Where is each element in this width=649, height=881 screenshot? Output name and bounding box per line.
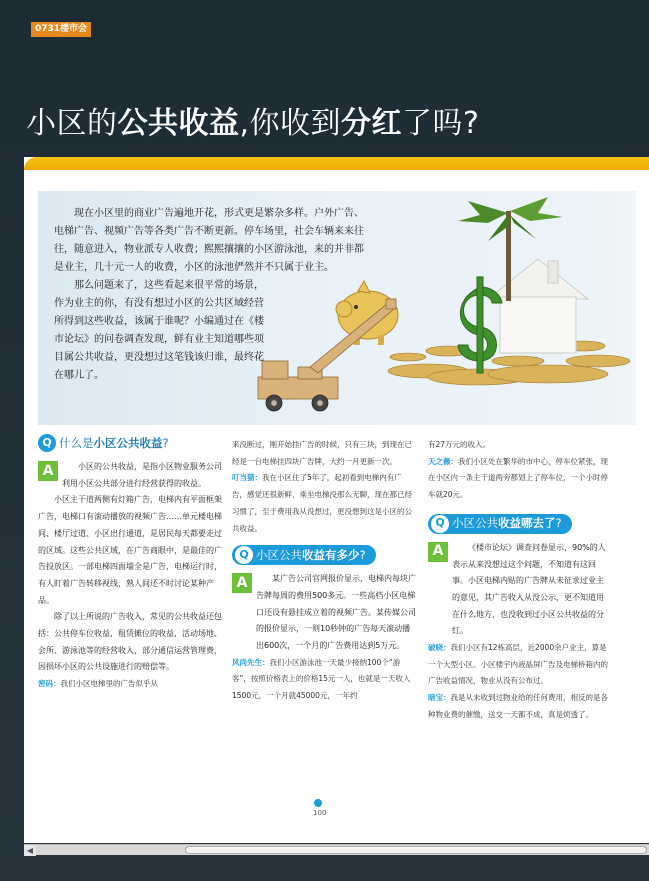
scroll-left-arrow-icon[interactable]: ◀ (24, 845, 36, 856)
answer-1-paragraph-3: 除了以上所说的广告收入，常见的公共收益还包括：公共停车位收益，租赁摊位的收益，活动场地、会所、游泳池等的经营收入，部分通信运营管理费，因损坏小区的公共设施进行的赔偿等。 (38, 612, 222, 672)
question-3-heading (428, 514, 610, 534)
question-3-bold: 收益哪去了 (498, 516, 556, 531)
question-icon: Q (235, 546, 253, 564)
question-1-bold: 小区公共收益 (93, 435, 163, 450)
question-1-title (59, 435, 169, 452)
question-icon: Q (431, 515, 449, 533)
quote-text: 我是从未收到过物业给的任何费用，相反的是各种物业费的催缴，送交一天都不成，真是烦透了。 (428, 693, 608, 719)
quote-author: 密码： (38, 679, 61, 689)
question-2-heading (232, 545, 416, 565)
reader-quote (428, 640, 610, 690)
quote-text: 我在小区住了5年了，起初看到电梯内有广告，感觉还很新鲜，乘坐电梯没那么无聊，现在都已经习惯了，至于费用我从没想过，更没想到这是小区的公共收益。 (232, 473, 412, 533)
reader-quote (428, 454, 610, 504)
reader-quote (428, 690, 610, 723)
column-1 (38, 433, 222, 693)
title-bold-2: 分红 (341, 106, 403, 141)
house-illustration (488, 259, 588, 353)
quote-text: 我们小区有12栋高层，近2000余户业主，算是一个大型小区。小区楼宇内液晶屏广告及电梯桥箱内的广告收益情况，物业从没有公布过。 (428, 643, 608, 686)
question-1-post: ? (162, 435, 169, 450)
question-2-title (256, 547, 366, 564)
quote-author: 风尚先生： (232, 657, 270, 667)
question-2-pre: 小区公共 (256, 547, 302, 562)
title-part-3: 了吗? (402, 106, 480, 141)
quote-continued: 有27万元的收入。 (428, 440, 491, 449)
quote-continued: 来没断过，刚开始挂广告的时候，只有三块，到现在已经是一台电梯挂四块广告牌，大约一月更新一次。 (232, 440, 412, 466)
answer-1-paragraph-1: 小区的公共收益，是指小区物业服务公司利用小区公共部分进行经营获得的收益。 (62, 462, 222, 488)
intro-paragraph-1: 现在小区里的商业广告遍地开花，形式更是繁杂多样。户外广告、电梯广告、视频广告等各类广告不断更新。停车场里，社会车辆来来往往，随意进入，物业派专人收费；熙熙攘攘的小区游泳池，来的并非都是业主，几十元一人的收费，小区的泳池俨然并不只属于业主。 (54, 208, 364, 273)
question-3-title (452, 515, 562, 532)
page-number: 100 (313, 809, 327, 817)
question-2-post: ? (359, 547, 366, 562)
answer-3 (428, 540, 610, 724)
reader-quote (38, 676, 222, 693)
quote-author: 叮当猫： (232, 473, 262, 483)
section-badge: 0731楼市会 (31, 22, 91, 37)
quote-text: 我们小区电梯里的广告似乎从 (60, 679, 158, 689)
question-2-bold: 收益有多少 (302, 547, 360, 562)
intro-paragraph-2: 那么问题来了，这些看起来很平常的场景，作为业主的你，有没有想过小区的公共区域经营所得到这些收益，该属于谁呢？小编通过在《楼市论坛》的问卷调查发现，鲜有业主知道哪些项目属公共收益，更没想过这笔钱该归谁，最终花在哪儿了。 (54, 280, 264, 381)
intro-text (54, 205, 372, 385)
question-1-heading (38, 433, 222, 453)
column-2 (232, 437, 416, 705)
magazine-page (24, 157, 649, 843)
answer-1 (38, 459, 222, 693)
answer-1-paragraph-2: 小区主干道两侧有灯箱广告，电梯内有平面框架广告，电梯口有滚动播放的视频广告……单元楼电梯间、楼厅过道、小区出行通道，是居民每天都要走过的区域。这些公共区域，在广告商眼中，是最佳的广告投放区。一部电梯四面墙全是广告，电梯运行时，有人盯着广告转移视线，熟人间还不时讨论某种产品。 (38, 495, 222, 605)
question-3-pre: 小区公共 (452, 516, 498, 531)
page-marker-icon (314, 799, 322, 807)
intro-panel (38, 191, 636, 425)
answer-icon: A (428, 542, 448, 562)
quote-text: 我们小区游泳池一天最少接纳100个“游客”，按照价格表上的价格15元一人，也就是一天收入1500元，一个月就45000元，一年约 (232, 657, 411, 701)
question-3-banner (428, 514, 572, 534)
answer-2-paragraph-1: 某广告公司官网报价显示，电梯内每块广告牌每周的费用500多元。一些高档小区电梯口还设有悬挂成立着的视频广告。某传媒公司的报价显示，一则10秒钟的广告每天滚动播出600次，一个月的广告费用达到5万元。 (256, 574, 416, 651)
scrollbar-thumb[interactable] (185, 846, 647, 854)
answer-2 (232, 571, 416, 705)
page-title (26, 98, 479, 142)
header-accent-bar (24, 157, 649, 170)
question-1-pre: 什么是 (59, 435, 94, 450)
question-icon: Q (38, 434, 56, 452)
title-bold-1: 公共收益 (117, 106, 240, 141)
column-3 (428, 437, 610, 724)
answer-icon: A (232, 573, 252, 593)
title-part-2: ,你收到 (239, 106, 342, 141)
question-3-post: ? (555, 516, 562, 531)
reader-quote (232, 470, 416, 537)
reader-quote (232, 655, 416, 705)
quote-text: 我们小区处在繁华的市中心，停车位紧张，现在小区内一条主干道两旁都划上了停车位，一个小时停车就20元。 (428, 456, 608, 500)
answer-icon: A (38, 461, 58, 481)
quote-author: 暗宝： (428, 693, 451, 703)
question-2-banner (232, 545, 376, 565)
quote-author: 破晓： (428, 643, 451, 653)
horizontal-scrollbar[interactable] (24, 844, 649, 855)
title-part-1: 小区的 (26, 106, 118, 141)
answer-3-paragraph-1: 《楼市论坛》调查问卷显示，90%的人表示从来没想过这个问题，不知道有这回事。小区电梯内贴的广告牌从未征求过业主的意见，其广告收入从没公示，更不知道用在什么地方，也没收到过小区公共收益的分红。 (452, 542, 606, 636)
quote-author: 天之薇： (428, 456, 458, 466)
